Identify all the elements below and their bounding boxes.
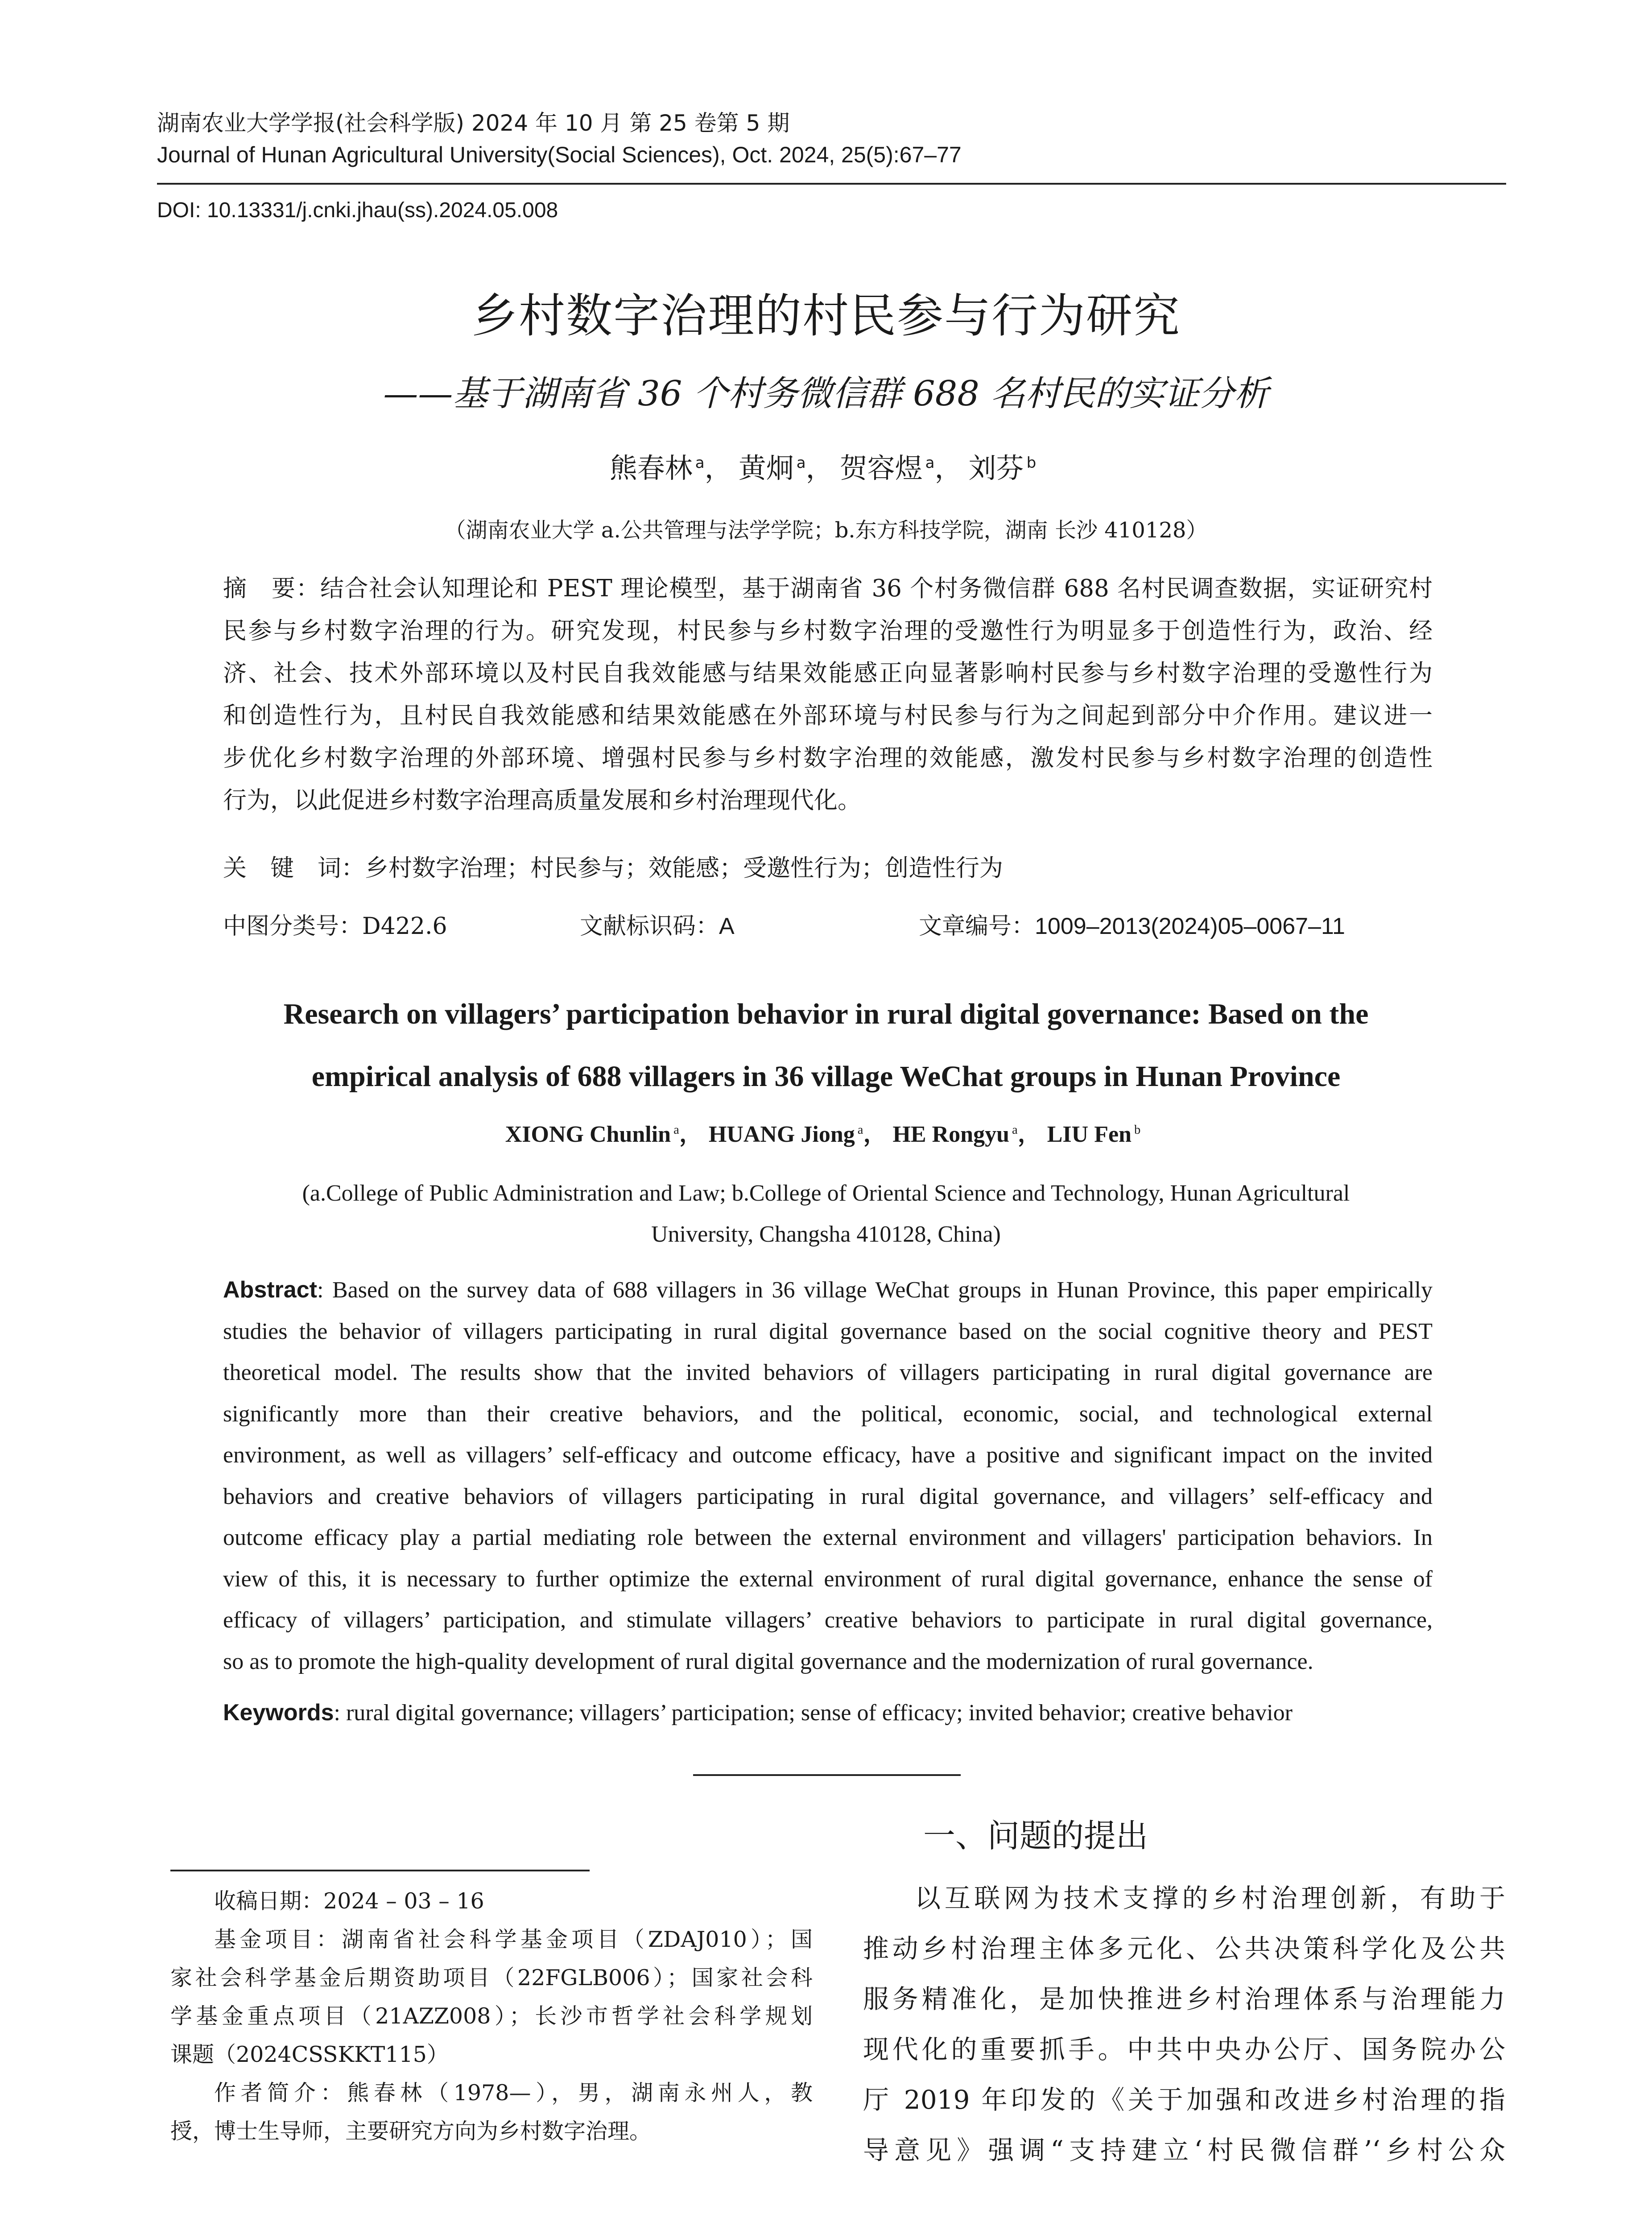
keywords-cn-label: 关 键 词： xyxy=(223,855,365,882)
author-cn-sup: b xyxy=(1026,454,1037,472)
abstract-en-line-text: significantly more than their creative behaviors, and the political, economic, social, and technological external xyxy=(223,1401,1433,1427)
keywords-en xyxy=(223,1699,1293,1726)
fund-line xyxy=(170,1959,813,1997)
author-cn-name: 贺容煜 xyxy=(839,452,923,484)
section-body-text: 厅 2019 年印发的《关于加强和改进乡村治理的指 xyxy=(863,2085,1505,2115)
abstract-cn-line xyxy=(223,652,1433,694)
abstract-cn-line xyxy=(223,737,1433,779)
title-en-line: Research on villagers’ participation behavior in rural digital governance: Based on the xyxy=(283,998,1369,1030)
author-bio-label: 作者简介： xyxy=(214,2080,347,2106)
abstract-en-line-text: outcome efficacy play a partial mediating role between the external environment and villagers' participation behaviors. In xyxy=(223,1525,1433,1550)
abstract-en-line-text: theoretical model. The results show that the invited behaviors of villagers participating in rural digital governance are xyxy=(223,1360,1433,1385)
abstract-en-line-text: studies the behavior of villagers participating in rural digital governance based on the social cognitive theory and PEST xyxy=(223,1318,1433,1344)
fund-text: 家社会科学基金后期资助项目（22FGLB006）；国家社会科 xyxy=(170,1965,813,1990)
author-en-sup: b xyxy=(1134,1123,1141,1137)
fund-label: 基金项目： xyxy=(214,1927,342,1952)
abstract-en-line-text: view of this, it is necessary to further optimize the external environment of rural digital governance, enhance the sense of xyxy=(223,1566,1433,1592)
fund-line xyxy=(170,1997,813,2036)
author-cn-separator: ， xyxy=(704,452,732,484)
affiliation-en xyxy=(0,1173,1652,1255)
author-bio-line xyxy=(170,2112,813,2151)
received-value: 2024 – 03 – 16 xyxy=(323,1888,484,1914)
clc-number xyxy=(223,907,447,941)
author-en-separator: ， xyxy=(863,1122,887,1147)
author-en-separator: ， xyxy=(1017,1122,1041,1147)
abstract-en-line-text: so as to promote the high-quality development of rural digital governance and the modernization of rural governance. xyxy=(223,1648,1313,1674)
title-cn: 乡村数字治理的村民参与行为研究 xyxy=(471,289,1181,343)
abstract-cn-line-text: 结合社会认知理论和 PEST 理论模型，基于湖南省 36 个村务微信群 688 名村民调查数据，实证研究村 xyxy=(320,575,1433,602)
abstract-en-line xyxy=(223,1435,1433,1476)
abstract-cn-line-text: 和创造性行为，且村民自我效能感和结果效能感在外部环境与村民参与行为之间起到部分中介作用。建议进一 xyxy=(223,702,1433,729)
authors-en xyxy=(0,1115,1652,1148)
keywords-en-label: Keywords xyxy=(223,1700,334,1726)
author-cn-separator: ， xyxy=(805,452,834,484)
section-body-text: 推动乡村治理主体多元化、公共决策科学化及公共 xyxy=(863,1933,1505,1964)
title-en xyxy=(0,983,1652,1108)
keywords-cn-text: 乡村数字治理；村民参与；效能感；受邀性行为；创造性行为 xyxy=(365,855,1003,882)
received-label: 收稿日期： xyxy=(214,1888,324,1914)
abstract-cn-line xyxy=(223,779,1433,822)
affiliation-en-line: University, Changsha 410128, China) xyxy=(651,1222,1001,1247)
abstract-en-line-text: environment, as well as villagers’ self-efficacy and outcome efficacy, have a positive and significant impact on the invited xyxy=(223,1442,1433,1468)
document-code xyxy=(580,907,735,941)
author-en-name: XIONG Chunlin xyxy=(505,1122,671,1147)
abstract-en-line-text: behaviors and creative behaviors of villagers participating in rural digital governance, and villagers’ self-efficacy and xyxy=(223,1483,1433,1509)
author-cn-name: 熊春林 xyxy=(609,452,693,484)
section-body-line xyxy=(863,2075,1505,2125)
author-cn-sup: a xyxy=(695,454,705,472)
abstract-en-line xyxy=(223,1352,1433,1394)
abstract-en-label: Abstract xyxy=(223,1277,317,1303)
author-en-sup: a xyxy=(857,1123,863,1137)
section-body-text: 导意见》强调“支持建立‘村民微信群’‘乡村公众 xyxy=(863,2135,1505,2165)
author-en-name: HUANG Jiong xyxy=(708,1122,855,1147)
article-number xyxy=(919,907,1345,941)
abstract-en-line xyxy=(223,1559,1433,1600)
section-body-line xyxy=(863,2024,1505,2075)
section-body xyxy=(863,1873,1505,2176)
author-en-separator: ， xyxy=(679,1122,702,1147)
journal-name-cn: 湖南农业大学学报(社会科学版) 2024 年 10 月 第 25 卷第 5 期 xyxy=(157,110,790,136)
abstract-en-line-text: : Based on the survey data of 688 villagers in 36 village WeChat groups in Hunan Province, this paper empirically xyxy=(317,1277,1433,1303)
abstract-en-line xyxy=(223,1311,1433,1353)
abstract-cn-line xyxy=(223,694,1433,737)
abstract-cn-line-text: 行为，以此促进乡村数字治理高质量发展和乡村治理现代化。 xyxy=(223,787,861,814)
author-cn-separator: ， xyxy=(934,452,962,484)
keywords-cn xyxy=(223,849,1003,883)
section-body-text: 服务精准化，是加快推进乡村治理体系与治理能力 xyxy=(863,1984,1505,2014)
fund-text: 学基金重点项目（21AZZ008）；长沙市哲学社会科学规划 xyxy=(170,2003,813,2029)
author-cn-name: 黄炯 xyxy=(738,452,794,484)
author-en-name: HE Rongyu xyxy=(892,1122,1009,1147)
abstract-cn-line xyxy=(223,567,1433,610)
header-rule xyxy=(157,183,1506,185)
section-body-line xyxy=(863,2125,1505,2176)
author-en-sup: a xyxy=(673,1123,679,1137)
abstract-en-line xyxy=(223,1476,1433,1518)
abstract-en-line xyxy=(223,1517,1433,1559)
affiliation-cn: （湖南农业大学 a.公共管理与法学学院；b.东方科技学院，湖南 长沙 410128） xyxy=(444,518,1208,543)
abstract-en-line xyxy=(223,1269,1433,1311)
abstract-cn xyxy=(223,567,1433,822)
section-body-text: 以互联网为技术支撑的乡村治理创新，有助于 xyxy=(915,1883,1505,1913)
keywords-en-text: : rural digital governance; villagers’ participation; sense of efficacy; invited behavior; creative behavior xyxy=(334,1700,1293,1726)
received-date xyxy=(170,1882,813,1920)
abstract-en xyxy=(223,1269,1433,1682)
doi: DOI: 10.13331/j.cnki.jhau(ss).2024.05.008 xyxy=(157,198,558,222)
abstract-cn-line-text: 民参与乡村数字治理的行为。研究发现，村民参与乡村数字治理的受邀性行为明显多于创造性行为，政治、经 xyxy=(223,617,1433,644)
separator-rule xyxy=(693,1774,961,1776)
abstract-cn-line-text: 济、社会、技术外部环境以及村民自我效能感与结果效能感正向显著影响村民参与乡村数字治理的受邀性行为 xyxy=(223,660,1433,687)
abstract-cn-label: 摘 要： xyxy=(223,575,320,602)
author-en-name: LIU Fen xyxy=(1047,1122,1132,1147)
section-body-line xyxy=(863,1873,1505,1924)
title-en-line: empirical analysis of 688 villagers in 36 village WeChat groups in Hunan Province xyxy=(311,1060,1341,1093)
fund-text: 课题（2024CSSKKT115） xyxy=(170,2042,449,2067)
article-number-label: 文章编号： xyxy=(919,913,1035,940)
abstract-en-line-text: efficacy of villagers’ participation, and stimulate villagers’ creative behaviors to participate in rural digital governance, xyxy=(223,1607,1433,1633)
doc-code-value: A xyxy=(719,913,735,939)
author-cn-sup: a xyxy=(796,454,806,472)
doc-code-label: 文献标识码： xyxy=(580,913,719,940)
author-bio-text: 授，博士生导师，主要研究方向为乡村数字治理。 xyxy=(170,2118,652,2144)
journal-name-en: Journal of Hunan Agricultural University(Social Sciences), Oct. 2024, 25(5):67–77 xyxy=(157,142,962,167)
article-number-value: 1009–2013(2024)05–0067–11 xyxy=(1035,913,1345,939)
subtitle-cn: ——基于湖南省 36 个村务微信群 688 名村民的实证分析 xyxy=(383,374,1269,414)
fund-line xyxy=(170,2036,813,2074)
clc-value: D422.6 xyxy=(362,913,447,940)
section-heading: 一、问题的提出 xyxy=(923,1817,1148,1854)
footnote xyxy=(170,1882,813,2151)
abstract-cn-line-text: 步优化乡村数字治理的外部环境、增强村民参与乡村数字治理的效能感，激发村民参与乡村数字治理的创造性 xyxy=(223,744,1433,772)
author-cn-sup: a xyxy=(925,454,935,472)
author-en-sup: a xyxy=(1012,1123,1018,1137)
author-cn-name: 刘芬 xyxy=(968,452,1024,484)
affiliation-en-line: (a.College of Public Administration and Law; b.College of Oriental Science and Technology, Hunan Agricultural xyxy=(302,1181,1350,1206)
abstract-en-line xyxy=(223,1394,1433,1435)
authors-cn xyxy=(0,446,1652,486)
author-bio-line xyxy=(170,2074,813,2112)
footnote-rule xyxy=(170,1870,590,1871)
abstract-cn-line xyxy=(223,610,1433,652)
section-body-line xyxy=(863,1974,1505,2024)
clc-label: 中图分类号： xyxy=(223,913,363,940)
section-body-text: 现代化的重要抓手。中共中央办公厅、国务院办公 xyxy=(863,2034,1505,2065)
fund-line xyxy=(170,1920,813,1959)
section-body-line xyxy=(863,1924,1505,1974)
abstract-en-line xyxy=(223,1641,1433,1683)
author-bio-text: 熊春林（1978—），男，湖南永州人，教 xyxy=(347,2080,813,2106)
fund-text: 湖南省社会科学基金项目（ZDAJ010）；国 xyxy=(342,1927,813,1952)
abstract-en-line xyxy=(223,1600,1433,1641)
